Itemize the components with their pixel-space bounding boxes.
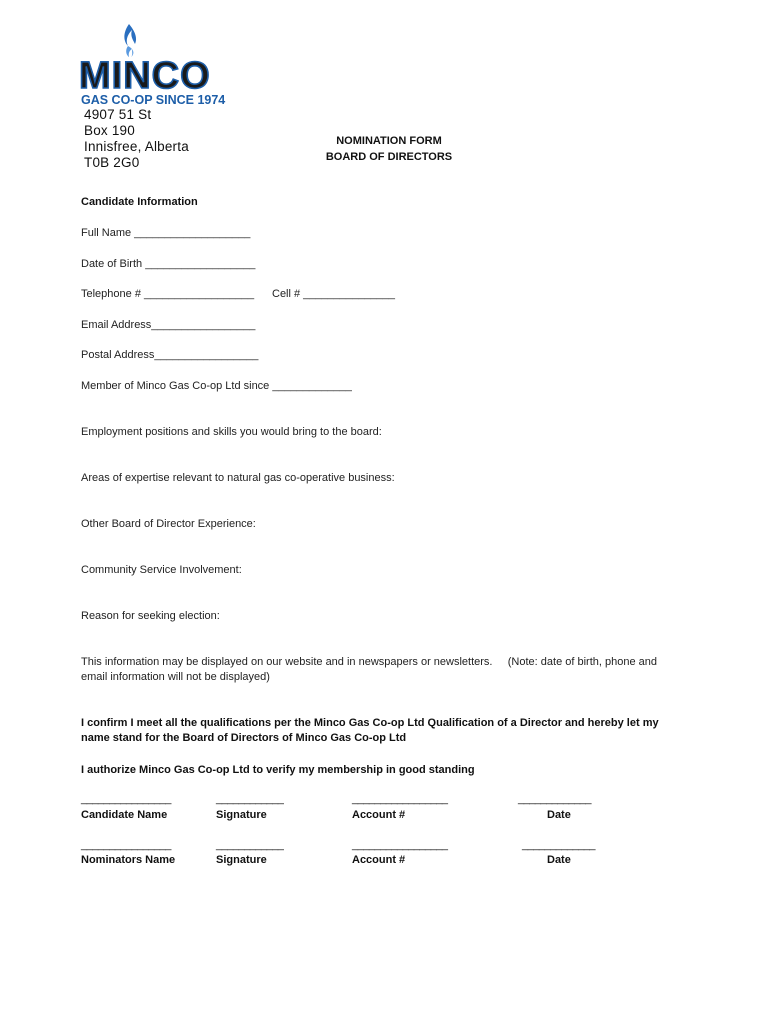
member-since-field[interactable]: Member of Minco Gas Co-op Ltd since _____________ xyxy=(81,380,352,392)
board-experience-question: Other Board of Director Experience: xyxy=(81,518,256,530)
disclaimer-line-2: email information will not be displayed) xyxy=(81,671,270,683)
nominator-name-label: Nominators Name xyxy=(81,854,176,866)
email-field[interactable]: Email Address_________________ xyxy=(81,319,256,331)
nominator-signature-line[interactable]: ____________ xyxy=(216,839,284,851)
svg-text:MINCO: MINCO xyxy=(79,55,211,97)
form-title: NOMINATION FORM xyxy=(336,135,442,147)
confirm-line-2: name stand for the Board of Directors of Minco Gas Co-op Ltd xyxy=(81,732,407,744)
account-label: Account # xyxy=(352,854,406,866)
candidate-name-label: Candidate Name xyxy=(81,809,168,821)
address-line-3: Innisfree, Alberta xyxy=(84,139,189,154)
nominator-name-line[interactable]: ________________ xyxy=(81,839,171,851)
date-label: Date xyxy=(547,854,571,866)
postal-address-field[interactable]: Postal Address_________________ xyxy=(81,349,259,361)
cell-field[interactable]: Cell # _______________ xyxy=(272,288,395,300)
svg-text:GAS CO-OP SINCE 1974: GAS CO-OP SINCE 1974 xyxy=(81,93,226,107)
signature-label: Signature xyxy=(216,809,267,821)
form-subtitle: BOARD OF DIRECTORS xyxy=(325,151,453,163)
flame-icon xyxy=(78,22,268,108)
address-line-2: Box 190 xyxy=(84,123,135,138)
candidate-name-line[interactable]: ________________ xyxy=(81,793,171,805)
expertise-question: Areas of expertise relevant to natural gas co-operative business: xyxy=(81,472,395,484)
full-name-field[interactable]: Full Name ___________________ xyxy=(81,227,251,239)
date-of-birth-field[interactable]: Date of Birth __________________ xyxy=(81,258,256,270)
community-question: Community Service Involvement: xyxy=(81,564,242,576)
candidate-date-line[interactable]: _____________ xyxy=(518,793,592,805)
date-label: Date xyxy=(547,809,571,821)
minco-logo xyxy=(78,22,268,108)
disclaimer-line-1: This information may be displayed on our website and in newspapers or newsletters. (Note: date of birth, phone and xyxy=(81,656,657,668)
authorize-statement: I authorize Minco Gas Co-op Ltd to verify my membership in good standing xyxy=(81,764,475,776)
employment-question: Employment positions and skills you would bring to the board: xyxy=(81,426,382,438)
nominator-account-line[interactable]: _________________ xyxy=(352,839,448,851)
account-label: Account # xyxy=(352,809,406,821)
candidate-account-line[interactable]: _________________ xyxy=(352,793,448,805)
signature-label: Signature xyxy=(216,854,267,866)
reason-question: Reason for seeking election: xyxy=(81,610,220,622)
candidate-info-heading: Candidate Information xyxy=(81,196,198,208)
address-line-1: 4907 51 St xyxy=(84,107,152,122)
confirm-line-1: I confirm I meet all the qualifications per the Minco Gas Co-op Ltd Qualification of a Director and hereby let my xyxy=(81,717,659,729)
address-line-4: T0B 2G0 xyxy=(84,155,140,170)
telephone-field[interactable]: Telephone # __________________ xyxy=(81,288,255,300)
nominator-date-line[interactable]: _____________ xyxy=(522,839,596,851)
candidate-signature-line[interactable]: ____________ xyxy=(216,793,284,805)
